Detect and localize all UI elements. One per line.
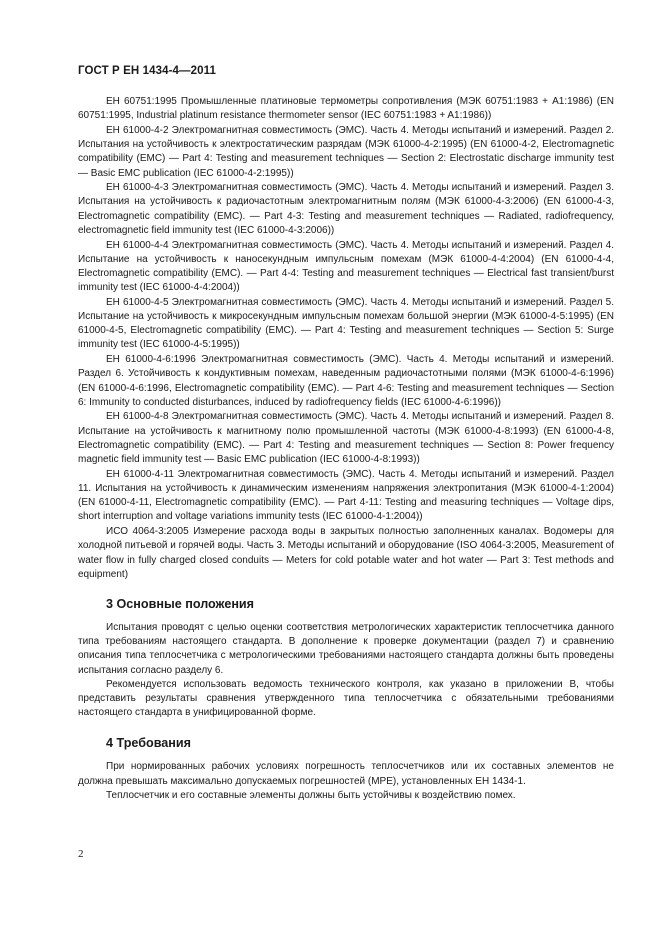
page-content: [78, 95, 614, 803]
reference-en-61000-4-4: ЕН 61000-4-4 Электромагнитная совместимость (ЭМС). Часть 4. Методы испытаний и измерений. Раздел 4. Испытание на устойчивость к наносекундным импульсным помехам (МЭК 61000-4-4:2004) (EN 61000-4-4, Electromagnetic compatibility (EMC). — Part 4-4: Testing and measurement techniques — Electrical fast transient/burst immunity test (IEC 61000-4-4:2004)): [78, 239, 614, 294]
reference-en-61000-4-6: ЕН 61000-4-6:1996 Электромагнитная совместимость (ЭМС). Часть 4. Методы испытаний и измерений. Раздел 6. Устойчивость к кондуктивным помехам, наведенным радиочастотными полями (МЭК 61000-4-6:1996) (EN 61000-4-6:1996, Electromagnetic compatibility (EMC). — Part 4-6: Testing and measurement techniques — Section 6: Immunity to conducted disturbances, induced by radiofrequency fields (IEC 61000-4-6:1996)): [78, 354, 614, 408]
section-3-paragraph: Испытания проводят с целью оценки соответствия метрологических характеристик теплосчетчика данного типа требованиям настоящего стандарта. В дополнение к проверке документации (раздел 7) и сравнению описания типа теплосчетчика с метрологическими требованиями настоящего стандарта должны быть проведены испытания согласно разделу 6.: [78, 621, 614, 676]
reference-en-61000-4-2: ЕН 61000-4-2 Электромагнитная совместимость (ЭМС). Часть 4. Методы испытаний и измерений. Раздел 2. Испытания на устойчивость к электростатическим разрядам (МЭК 61000-4-2:1995) (EN 61000-4-2, Electromagnetic compatibility (EMC) — Part 4: Testing and measurement techniques — Section 2: Electrostatic discharge immunity test — Basic EMC publication (IEC 61000-4-2:1995)): [78, 124, 614, 179]
document-header: ГОСТ Р ЕН 1434-4—2011: [78, 65, 216, 77]
section-3-heading: 3 Основные положения: [106, 596, 255, 611]
reference-en-60751: ЕН 60751:1995 Промышленные платиновые термометры сопротивления (МЭК 60751:1983 + А1:1986) (EN 60751:1995, Industrial platinum resistance thermometer sensor (IEC 60751:1983 + A1:1986)): [78, 96, 614, 122]
section-4-paragraph: При нормированных рабочих условиях погрешность теплосчетчиков или их составных элементов не должна превышать максимально допускаемых погрешностей (МРЕ), установленных ЕН 1434-1.: [78, 761, 614, 787]
section-4-paragraph: Теплосчетчик и его составные элементы должны быть устойчивы к воздействию помех.: [106, 789, 516, 801]
reference-en-61000-4-5: ЕН 61000-4-5 Электромагнитная совместимость (ЭМС). Часть 4. Методы испытаний и измерений. Раздел 5. Испытание на устойчивость к микросекундным импульсным помехам большой энергии (МЭК 61000-4-5:1995) (EN 61000-4-5, Electromagnetic compatibility (EMC). — Part 4: Testing and measurement techniques — Section 5: Surge immunity test (IEC 61000-4-5:1995)): [78, 296, 614, 351]
reference-en-61000-4-8: ЕН 61000-4-8 Электромагнитная совместимость (ЭМС). Часть 4. Методы испытаний и измерений. Раздел 8. Испытание на устойчивость к магнитному полю промышленной частоты (МЭК 61000-4-8:1993) (EN 61000-4-8, Electromagnetic compatibility (EMC). — Part 4: Testing and measurement techniques — Section 8: Power frequency magnetic field immunity test — Basic EMC publication (IEC 61000-4-8:1993)): [78, 411, 614, 466]
section-3-paragraph: Рекомендуется использовать ведомость технического контроля, как указано в приложении В, чтобы представить результаты сравнения утвержденного типа теплосчетчика с обязательными требованиями настоящего стандарта в унифицированной форме.: [78, 678, 614, 719]
section-4-heading: 4 Требования: [106, 736, 191, 751]
page-number: 2: [78, 848, 84, 860]
reference-en-61000-4-3: ЕН 61000-4-3 Электромагнитная совместимость (ЭМС). Часть 4. Методы испытаний и измерений. Раздел 3. Испытания на устойчивость к радиочастотным электромагнитным полям (МЭК 61000-4-3:2006) (EN 61000-4-3, Electromagnetic compatibility (EMC). — Part 4-3: Testing and measurement techniques — Radiated, radiofrequency, electromagnetic field immunity test (IEC 61000-4-3:2006)): [78, 182, 614, 236]
reference-en-61000-4-11: ЕН 61000-4-11 Электромагнитная совместимость (ЭМС). Часть 4. Методы испытаний и измерений. Раздел 11. Испытания на устойчивость к динамическим изменениям напряжения электропитания (МЭК 61000-4-1:2004) (EN 61000-4-11, Electromagnetic compatibility (EMC). — Part 4-11: Testing and measuring techniques — Voltage dips, short interruption and voltage variations immunity tests (IEC 61000-4-1:2004)): [78, 468, 614, 523]
reference-iso-4064-3: ИСО 4064-3:2005 Измерение расхода воды в закрытых полностью заполненных каналах. Водомеры для холодной питьевой и горячей воды. Часть 3. Методы испытаний и оборудование (ISO 4064-3:2005, Measurement of water flow in fully charged closed conduits — Meters for cold potable water and hot water — Part 3: Test methods and equipment): [78, 526, 614, 580]
